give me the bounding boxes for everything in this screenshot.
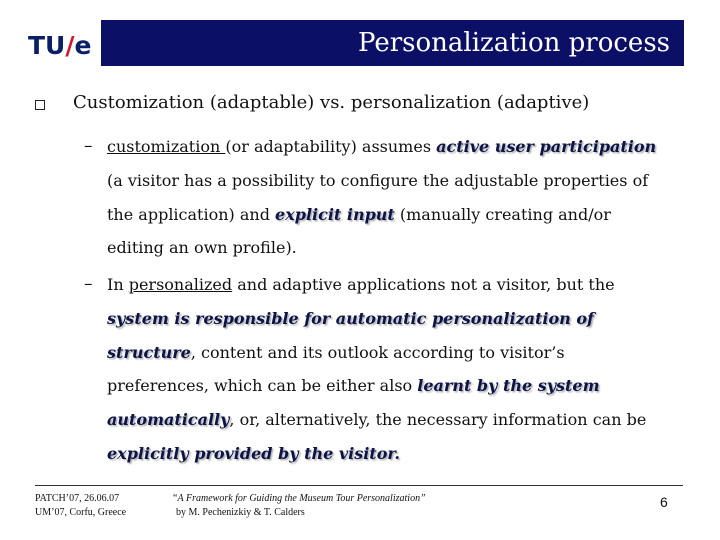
sub2-text-a: In (107, 275, 129, 294)
dash-bullet-2: – (84, 274, 93, 294)
footer-event-line1: PATCH’07, 26.06.07 (35, 493, 120, 504)
footer-event-line2: UM’07, Corfu, Greece (35, 507, 127, 518)
sub1-text-b: (a visitor has a possibility to configure the adjustable properties of the application) and (107, 170, 649, 224)
dash-bullet-1: – (84, 136, 93, 156)
logo-tu: TU (28, 31, 66, 60)
personalized-term: personalized (128, 275, 233, 294)
sub2-text-b: and adaptive applications not a visitor, but the (232, 275, 615, 294)
tue-logo (28, 26, 100, 66)
square-bullet-icon (35, 100, 45, 110)
logo-slash: / (65, 31, 75, 60)
page-number: 6 (660, 494, 668, 510)
footer-divider (35, 485, 683, 486)
sub1-text-a: (or adaptability) assumes (225, 137, 437, 156)
main-bullet-text: Customization (adaptable) vs. personalization (adaptive) (73, 92, 590, 113)
sub-bullet-customization (107, 130, 667, 265)
explicit-input: explicit input (275, 204, 395, 224)
system-responsible-phrase: system is responsible for automatic personalization of structure (107, 308, 594, 362)
sub-bullet-personalization (107, 268, 667, 471)
footer-event-info (35, 492, 126, 520)
customization-term: customization (107, 137, 226, 156)
sub2-text-c: , content and its outlook according to visitor’s preferences, which can be either also (107, 342, 565, 396)
logo-e: e (74, 31, 92, 60)
footer-paper-title: “A Framework for Guiding the Museum Tour Personalization” (172, 493, 426, 504)
active-user-participation: active user participation (436, 137, 657, 156)
sub1-text-c: (manually creating and/or editing an own profile). (107, 204, 611, 258)
slide-title: Personalization process (358, 28, 670, 58)
footer-paper-info (172, 492, 426, 520)
learnt-by-system-phrase: learnt by the system automatically (107, 376, 600, 430)
sub2-text-d: , or, alternatively, the necessary information can be (229, 410, 647, 430)
explicitly-provided-phrase: explicitly provided by the visitor. (107, 443, 400, 463)
footer-authors: by M. Pechenizkiy & T. Calders (176, 507, 305, 518)
title-bar (101, 20, 684, 66)
